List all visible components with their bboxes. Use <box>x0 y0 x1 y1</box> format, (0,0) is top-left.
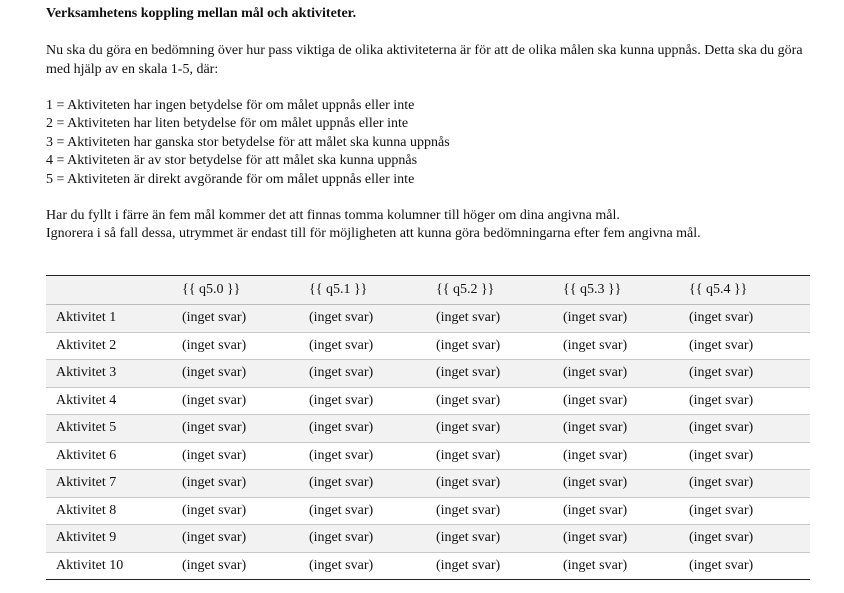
answer-cell: (inget svar) <box>563 447 628 463</box>
table-header-row <box>46 276 810 305</box>
answer-cell: (inget svar) <box>309 310 374 326</box>
row-label: Aktivitet 5 <box>56 420 117 436</box>
answer-cell: (inget svar) <box>689 337 754 353</box>
row-label: Aktivitet 9 <box>56 530 117 546</box>
answer-cell: (inget svar) <box>563 392 628 408</box>
row-label: Aktivitet 3 <box>56 365 117 381</box>
answer-cell: (inget svar) <box>182 557 247 573</box>
answer-cell: (inget svar) <box>182 530 247 546</box>
answer-cell: (inget svar) <box>436 447 501 463</box>
answer-cell: (inget svar) <box>436 392 501 408</box>
answer-cell: (inget svar) <box>436 337 501 353</box>
row-label: Aktivitet 10 <box>56 557 124 573</box>
scale-item: 4 = Aktiviteten är av stor betydelse för att målet ska kunna uppnås <box>46 153 418 169</box>
answer-cell: (inget svar) <box>689 557 754 573</box>
header-cell-goal: {{ q5.0 }} <box>182 282 241 297</box>
answer-cell: (inget svar) <box>563 530 628 546</box>
scale-item: 1 = Aktiviteten har ingen betydelse för om målet uppnås eller inte <box>46 98 415 113</box>
scale-item: 3 = Aktiviteten har ganska stor betydelse för att målet ska kunna uppnås <box>46 134 450 150</box>
scale-item: 5 = Aktiviteten är direkt avgörande för om målet uppnås eller inte <box>46 171 415 187</box>
answer-cell: (inget svar) <box>563 365 628 381</box>
header-cell-goal: {{ q5.1 }} <box>309 282 368 297</box>
header-cell-blank <box>46 276 182 305</box>
table-row <box>46 305 810 333</box>
answer-cell: (inget svar) <box>182 392 247 408</box>
answer-cell: (inget svar) <box>436 530 501 546</box>
table-row <box>46 387 810 415</box>
scale-list <box>46 97 450 189</box>
note-paragraph <box>46 207 701 243</box>
scale-item: 2 = Aktiviteten har liten betydelse för om målet uppnås eller inte <box>46 116 409 132</box>
answer-cell: (inget svar) <box>563 475 628 491</box>
note-line: Ignorera i så fall dessa, utrymmet är endast till för möjligheten att kunna göra bedömningarna efter fem angivna mål. <box>46 226 701 242</box>
answer-cell: (inget svar) <box>436 365 501 381</box>
answer-cell: (inget svar) <box>182 365 247 381</box>
answer-cell: (inget svar) <box>436 420 501 436</box>
answer-cell: (inget svar) <box>436 502 501 518</box>
answer-cell: (inget svar) <box>309 392 374 408</box>
answer-cell: (inget svar) <box>689 447 754 463</box>
answer-cell: (inget svar) <box>689 365 754 381</box>
answer-cell: (inget svar) <box>563 337 628 353</box>
table-row <box>46 470 810 498</box>
answer-cell: (inget svar) <box>436 475 501 491</box>
table-row <box>46 360 810 388</box>
table-row <box>46 525 810 553</box>
answer-cell: (inget svar) <box>563 557 628 573</box>
intro-paragraph: Nu ska du göra en bedömning över hur pass viktiga de olika aktiviteterna är för att de olika målen ska kunna uppnås. Detta ska du göra med hjälp av en skala 1-5, där: <box>46 43 803 77</box>
answer-cell: (inget svar) <box>182 475 247 491</box>
table-row <box>46 497 810 525</box>
row-label: Aktivitet 4 <box>56 392 117 408</box>
row-label: Aktivitet 7 <box>56 475 117 491</box>
table-row <box>46 442 810 470</box>
answer-cell: (inget svar) <box>182 420 247 436</box>
answer-cell: (inget svar) <box>436 310 501 326</box>
answer-cell: (inget svar) <box>309 557 374 573</box>
answer-cell: (inget svar) <box>689 502 754 518</box>
note-line: Har du fyllt i färre än fem mål kommer det att finnas tomma kolumner till höger om dina angivna mål. <box>46 208 620 223</box>
answer-cell: (inget svar) <box>563 502 628 518</box>
header-cell-goal: {{ q5.2 }} <box>436 282 495 297</box>
row-label: Aktivitet 6 <box>56 447 117 463</box>
row-label: Aktivitet 1 <box>56 310 117 326</box>
answer-cell: (inget svar) <box>563 310 628 326</box>
answer-cell: (inget svar) <box>309 447 374 463</box>
answer-cell: (inget svar) <box>182 502 247 518</box>
answer-cell: (inget svar) <box>182 337 247 353</box>
header-cell-goal: {{ q5.3 }} <box>563 282 622 297</box>
table-row <box>46 552 810 580</box>
answer-cell: (inget svar) <box>309 502 374 518</box>
answer-cell: (inget svar) <box>309 420 374 436</box>
answer-cell: (inget svar) <box>182 310 247 326</box>
answer-cell: (inget svar) <box>436 557 501 573</box>
answer-cell: (inget svar) <box>689 392 754 408</box>
answer-cell: (inget svar) <box>182 447 247 463</box>
answer-cell: (inget svar) <box>689 420 754 436</box>
answer-cell: (inget svar) <box>309 337 374 353</box>
header-cell-goal: {{ q5.4 }} <box>689 282 748 297</box>
row-label: Aktivitet 8 <box>56 502 117 518</box>
assessment-table <box>46 275 810 580</box>
answer-cell: (inget svar) <box>309 365 374 381</box>
answer-cell: (inget svar) <box>689 310 754 326</box>
answer-cell: (inget svar) <box>689 475 754 491</box>
table-row <box>46 332 810 360</box>
row-label: Aktivitet 2 <box>56 337 117 353</box>
page-title: Verksamhetens koppling mellan mål och aktiviteter. <box>46 6 357 21</box>
answer-cell: (inget svar) <box>309 475 374 491</box>
answer-cell: (inget svar) <box>309 530 374 546</box>
answer-cell: (inget svar) <box>689 530 754 546</box>
answer-cell: (inget svar) <box>563 420 628 436</box>
table-row <box>46 415 810 443</box>
